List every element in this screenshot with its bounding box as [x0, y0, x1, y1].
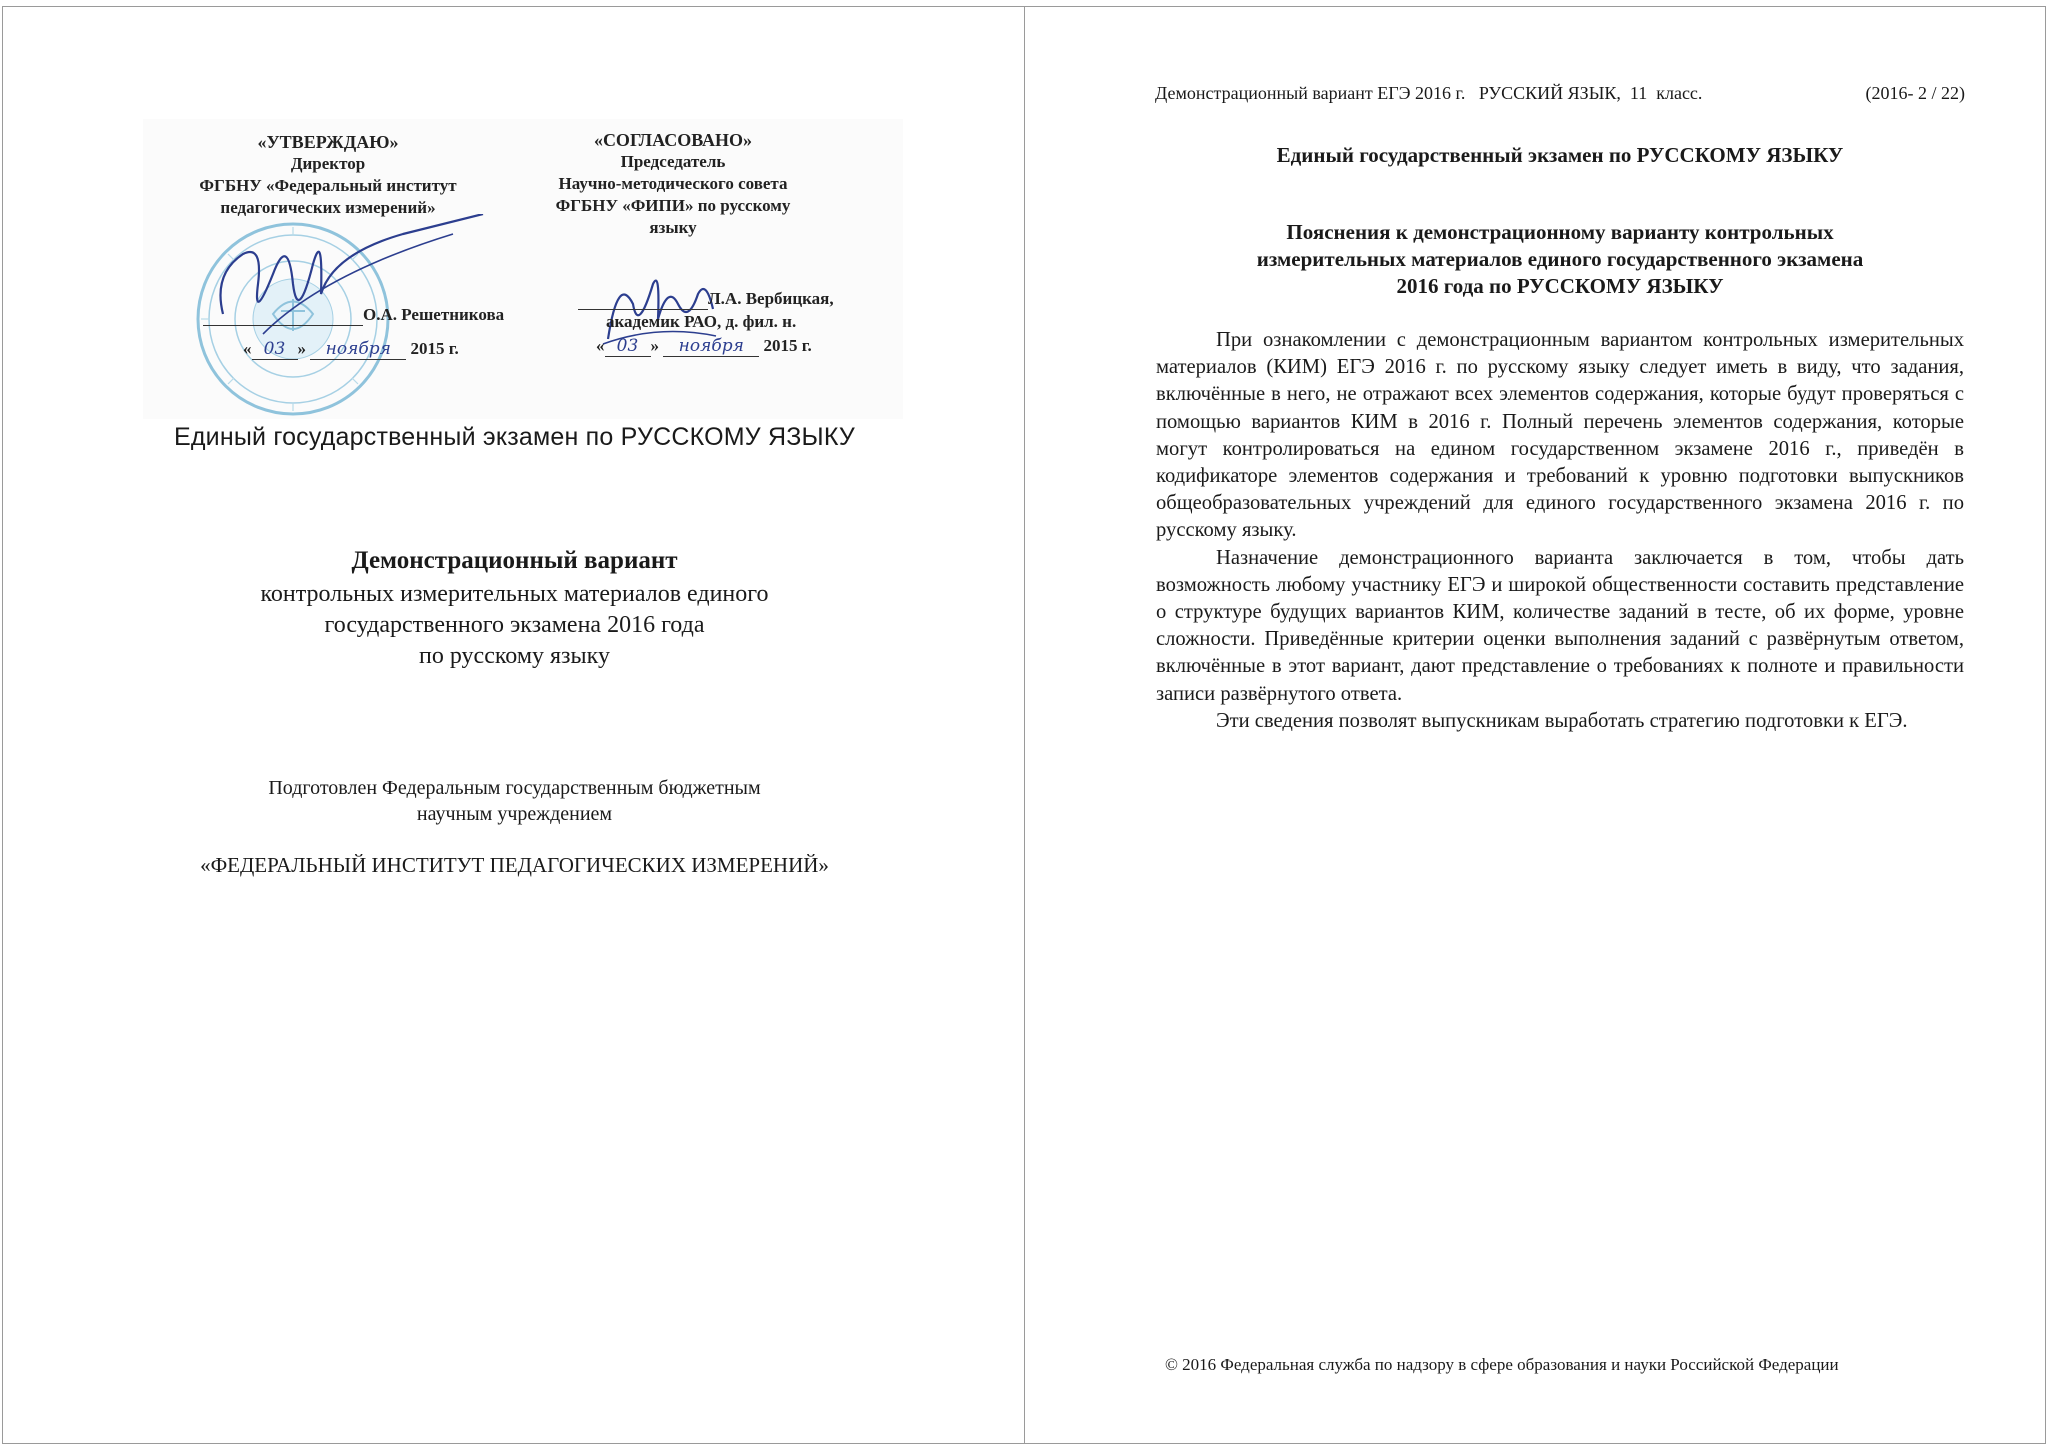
explanation-body: [1156, 327, 1964, 735]
copyright-footer: © 2016 Федеральная служба по надзору в сфере образования и науки Российской Федерации: [1165, 1355, 1839, 1374]
prepared-line-1: Подготовлен Федеральным государственным бюджетным: [268, 777, 761, 799]
demo-line-2: государственного экзамена 2016 года: [324, 612, 705, 638]
approve-column: [193, 131, 463, 219]
agree-position: Председатель: [620, 152, 726, 171]
running-header: [1155, 83, 1965, 104]
approve-name: О.А. Решетникова: [363, 305, 505, 324]
demo-subtitle: [3, 579, 1025, 672]
prepared-line-2: научным учреждением: [416, 803, 613, 825]
explanation-title-line-3: 2016 года по РУССКОМУ ЯЗЫКУ: [1396, 274, 1724, 298]
agree-signature-line: [578, 289, 834, 310]
approve-org-line2: педагогических измерений»: [220, 198, 436, 217]
paragraph: Назначение демонстрационного варианта заключается в том, чтобы дать возможность любому участнику ЕГЭ и широкой общественности составить представление о структуре будущих вариантов КИМ, количестве заданий в тесте, об их форме, уровне сложности. Приведённые критерии оценки выполнения заданий с развёрнутым ответом, включённые в этот вариант, дают представление о требованиях к полноте и правильности записи развёрнутого ответа.: [1156, 546, 1964, 705]
approve-date: « 03 » ноября 2015 г.: [243, 339, 459, 359]
agree-date: « 03 » ноября 2015 г.: [596, 336, 812, 356]
agree-council-line1: Научно-методического совета: [558, 174, 788, 193]
approve-signature-line: [203, 305, 504, 326]
institute-name: «ФЕДЕРАЛЬНЫЙ ИНСТИТУТ ПЕДАГОГИЧЕСКИХ ИЗМЕРЕНИЙ»: [200, 853, 829, 877]
agree-date-day: 03: [605, 336, 651, 357]
explanation-title-line-2: измерительных материалов единого государственного экзамена: [1256, 247, 1864, 271]
approve-date-year: 2015 г.: [410, 339, 459, 358]
paragraph: При ознакомлении с демонстрационным вариантом контрольных измерительных материалов (КИМ) ЕГЭ 2016 г. по русскому языку следует иметь в виду, что задания, включённые в него, не отражают всех элементов содержания, которые будут проверяться с помощью вариантов КИМ в 2016 г. Полный перечень элементов содержания, которые могут контролироваться на едином государственном экзамене 2016 г., приведён в кодификаторе элементов содержания и требований к уровню подготовки выпускников общеобразовательных учреждений для единого государственного экзамена 2016 г. по русскому языку.: [1156, 329, 1964, 542]
right-page: [1024, 6, 2046, 1444]
approve-org-line1: ФГБНУ «Федеральный институт: [199, 176, 457, 195]
right-exam-title: Единый государственный экзамен по РУССКОМУ ЯЗЫКУ: [1276, 143, 1844, 167]
prepared-by: [3, 775, 1025, 827]
approve-date-day: 03: [252, 339, 298, 360]
approve-title: «УТВЕРЖДАЮ»: [257, 132, 399, 152]
demo-title: Демонстрационный вариант: [351, 547, 678, 574]
agree-column: [538, 129, 808, 239]
demo-line-3: по русскому языку: [419, 643, 610, 669]
running-header-text: Демонстрационный вариант ЕГЭ 2016 г. РУССКИЙ ЯЗЫК, 11 класс.: [1155, 83, 1703, 103]
demo-line-1: контрольных измерительных материалов единого: [260, 581, 769, 607]
explanation-title-line-1: Пояснения к демонстрационному варианту контрольных: [1286, 220, 1834, 244]
explanation-title: [1155, 219, 1965, 300]
agree-title: «СОГЛАСОВАНО»: [593, 130, 753, 150]
approve-date-month: ноября: [310, 339, 406, 360]
agree-date-month: ноября: [663, 336, 759, 357]
agree-degree: академик РАО, д. фил. н.: [606, 312, 797, 331]
approval-block: [143, 119, 903, 419]
page-indicator: (2016- 2 / 22): [1865, 83, 1965, 103]
approve-position: Директор: [290, 154, 366, 173]
agree-council-line3: языку: [649, 218, 697, 237]
left-exam-title: Единый государственный экзамен по РУССКОМУ ЯЗЫКУ: [174, 423, 855, 451]
agree-council-line2: ФГБНУ «ФИПИ» по русскому: [555, 196, 791, 215]
agree-name: Л.А. Вербицкая,: [708, 289, 834, 308]
agree-date-year: 2015 г.: [763, 336, 812, 355]
paragraph: Эти сведения позволят выпускникам выработать стратегию подготовки к ЕГЭ.: [1216, 709, 1908, 732]
left-page: [2, 6, 1025, 1444]
